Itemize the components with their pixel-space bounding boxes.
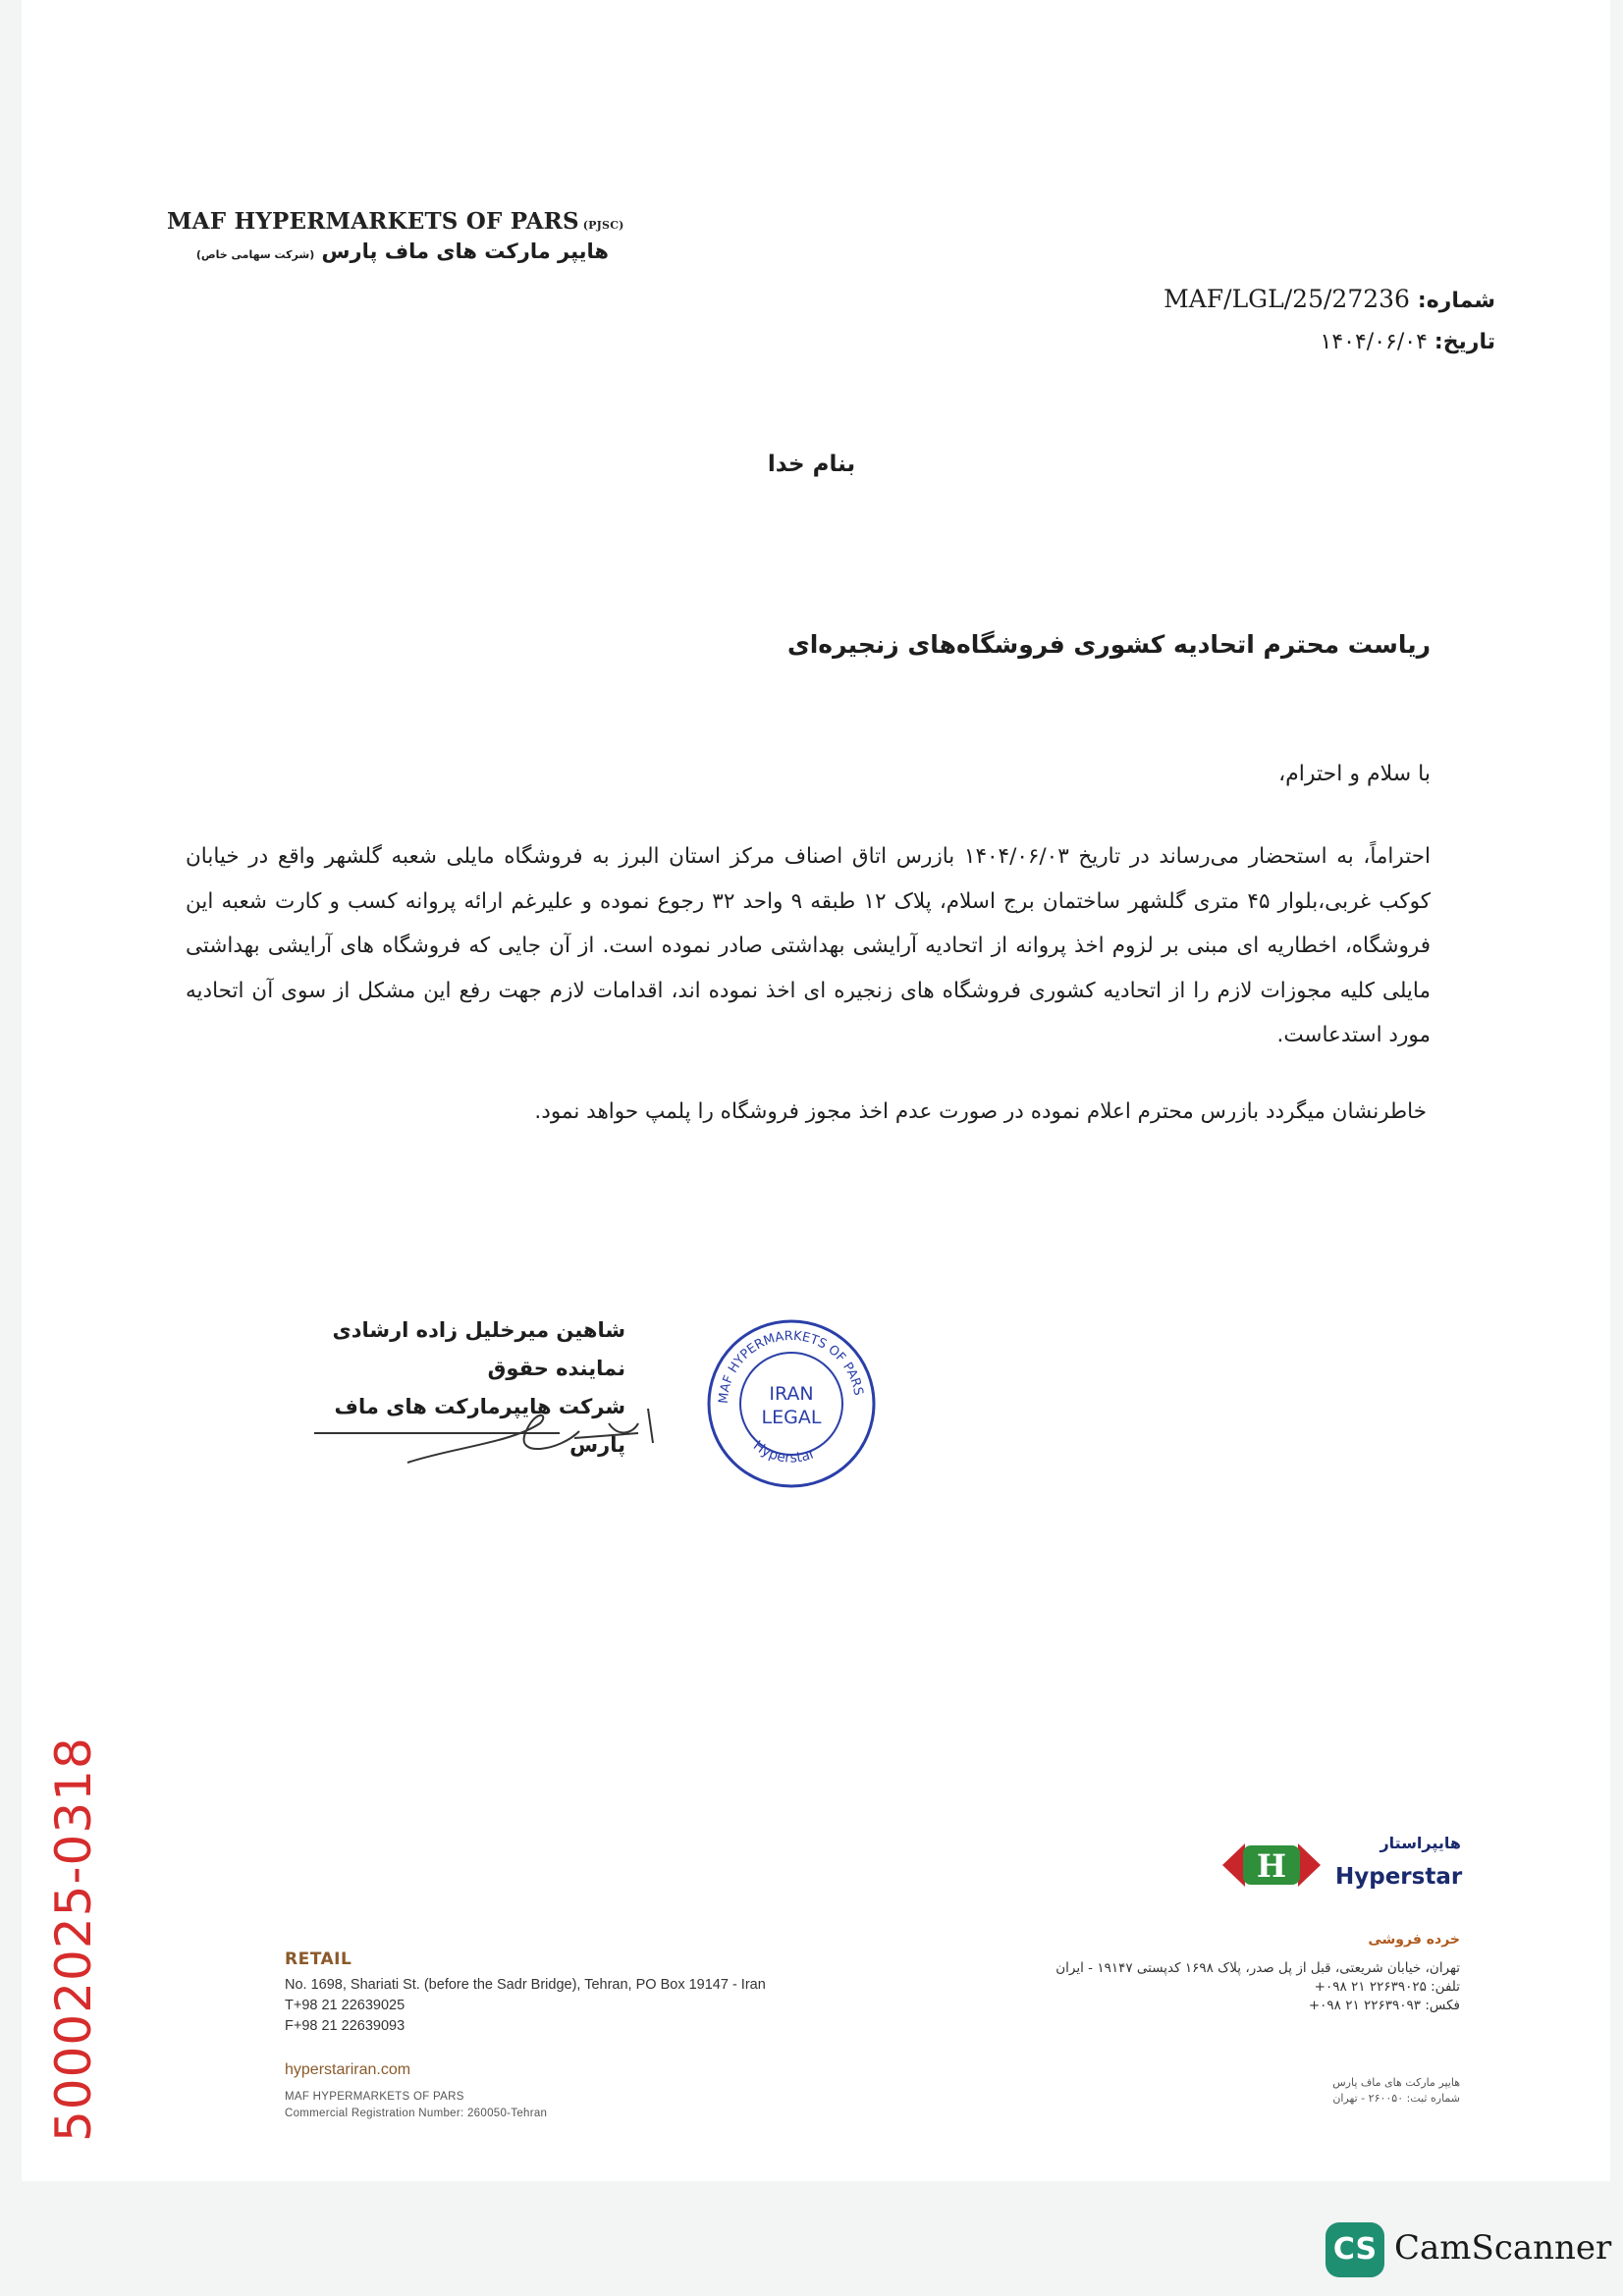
greeting: با سلام و احترام، (1278, 762, 1431, 786)
company-name-en (167, 208, 624, 235)
footer-address-en (285, 1975, 766, 2037)
letter-page (22, 0, 1610, 2181)
warning-note: خاطرنشان میگردد بازرس محترم اعلام نموده در صورت عدم اخذ مجوز فروشگاه را پلمپ حواهد نمود. (534, 1099, 1427, 1124)
footer-address-fa (910, 1959, 1460, 2015)
reference-number-value: MAF/LGL/25/27236 (1163, 285, 1410, 313)
camscanner-wordmark: CamScanner (1394, 2228, 1612, 2268)
footer-company-fa (1165, 2075, 1460, 2107)
handwritten-signature (314, 1404, 668, 1482)
signatory-company: شرکت هایپرمارکت های ماف پارس (334, 1395, 625, 1457)
website-link[interactable]: hyperstariran.com (285, 2061, 411, 2078)
footer-company-en (285, 2089, 547, 2122)
stamp-word-2: LEGAL (761, 1407, 822, 1428)
reference-number-label: شماره: (1417, 289, 1495, 313)
fax-line: F+98 21 22639093 (285, 2018, 406, 2034)
reference-date-label: تاریخ: (1434, 330, 1495, 354)
company-suffix-fa: (شرکت سهامی خاص) (195, 248, 315, 261)
recipient: ریاست محترم اتحادیه کشوری فروشگاه‌های زنجیره‌ای (786, 630, 1431, 659)
registration-line: Commercial Registration Number: 260050-Tehran (285, 2108, 548, 2119)
registration-line-fa: شماره ثبت: ۲۶۰۰۵۰ - تهران (1332, 2092, 1460, 2105)
address-line-fa: تهران، خیابان شریعتی، قبل از پل صدر، پلاک ۱۶۹۸ کدپستی ۱۹۱۴۷ - ایران (1055, 1960, 1460, 1976)
stamp-word-1: IRAN (769, 1383, 814, 1405)
company-name-en-text: MAF HYPERMARKETS OF PARS (167, 208, 579, 235)
scan-serial-number: 50002025-0318 (45, 1736, 102, 2142)
company-name-fa-text: هایپر مارکت های ماف پارس (321, 240, 609, 263)
letter-body: احتراماً، به استحضار می‌رساند در تاریخ ۱۴۰۴/۰۶/۰۳ بازرس اتاق اصناف مرکز استان البرز به فروشگاه مایلی شعبه گلشهر واقع در خیابان کوکب غربی،بلوار ۴۵ متری گلشهر ساختمان برج اسلام، پلاک ۱۲ طبقه ۹ واحد ۳۲ رجوع نموده و علیرغم ارائه پروانه کسب و کارت شعبه این فروشگاه، اخطاریه ای مبنی بر لزوم اخذ پروانه از اتحادیه آرایشی بهداشتی صادر نموده است. از آن جایی که فروشگاه های آرایشی بهداشتی مایلی کلیه مجوزات لازم را از اتحادیه کشوری فروشگاه های زنجیره ای اخذ نموده اند، اقدامات لازم جهت رفع این مشکل از سوی آن اتحادیه مورد استدعاست. (186, 844, 1431, 1047)
brand-name-en: Hyperstar (1335, 1864, 1463, 1890)
camscanner-logo-icon: CS (1325, 2222, 1384, 2277)
footer-company-line-fa: هایپر مارکت های ماف پارس (1332, 2076, 1460, 2089)
hyperstar-logo-icon (1217, 1836, 1325, 1895)
fax-line-fa: فکس: ۲۲۶۳۹۰۹۳ ۲۱ ۰۹۸+ (1308, 1998, 1460, 2013)
company-stamp (703, 1315, 880, 1492)
signatory-role: نماینده حقوق (487, 1357, 625, 1380)
retail-label: RETAIL (285, 1949, 352, 1969)
reference-date-value: ۱۴۰۴/۰۶/۰۴ (1320, 330, 1428, 354)
signatory-name: شاهین میرخلیل زاده ارشادی (332, 1318, 625, 1342)
address-line: No. 1698, Shariati St. (before the Sadr Bridge), Tehran, PO Box 19147 - Iran (285, 1977, 766, 1993)
stamp-ring-text: MAF HYPERMARKETS OF PARS (716, 1328, 866, 1405)
reference-number (1163, 285, 1495, 313)
stamp-ring-bottom: Hyperstar (749, 1437, 818, 1467)
company-suffix-en: (PJSC) (582, 219, 624, 232)
svg-text:H: H (1256, 1847, 1287, 1885)
brand-name-fa: هایپراستار (1380, 1834, 1461, 1852)
retail-label-fa: خرده فروشی (1368, 1932, 1460, 1948)
company-name-fa (167, 240, 609, 263)
reference-date (1321, 330, 1495, 354)
footer-company-line: MAF HYPERMARKETS OF PARS (285, 2091, 464, 2103)
tel-line: T+98 21 22639025 (285, 1998, 406, 2013)
tel-line-fa: تلفن: ۲۲۶۳۹۰۲۵ ۲۱ ۰۹۸+ (1314, 1979, 1460, 1995)
invocation: بنام خدا (767, 452, 856, 477)
